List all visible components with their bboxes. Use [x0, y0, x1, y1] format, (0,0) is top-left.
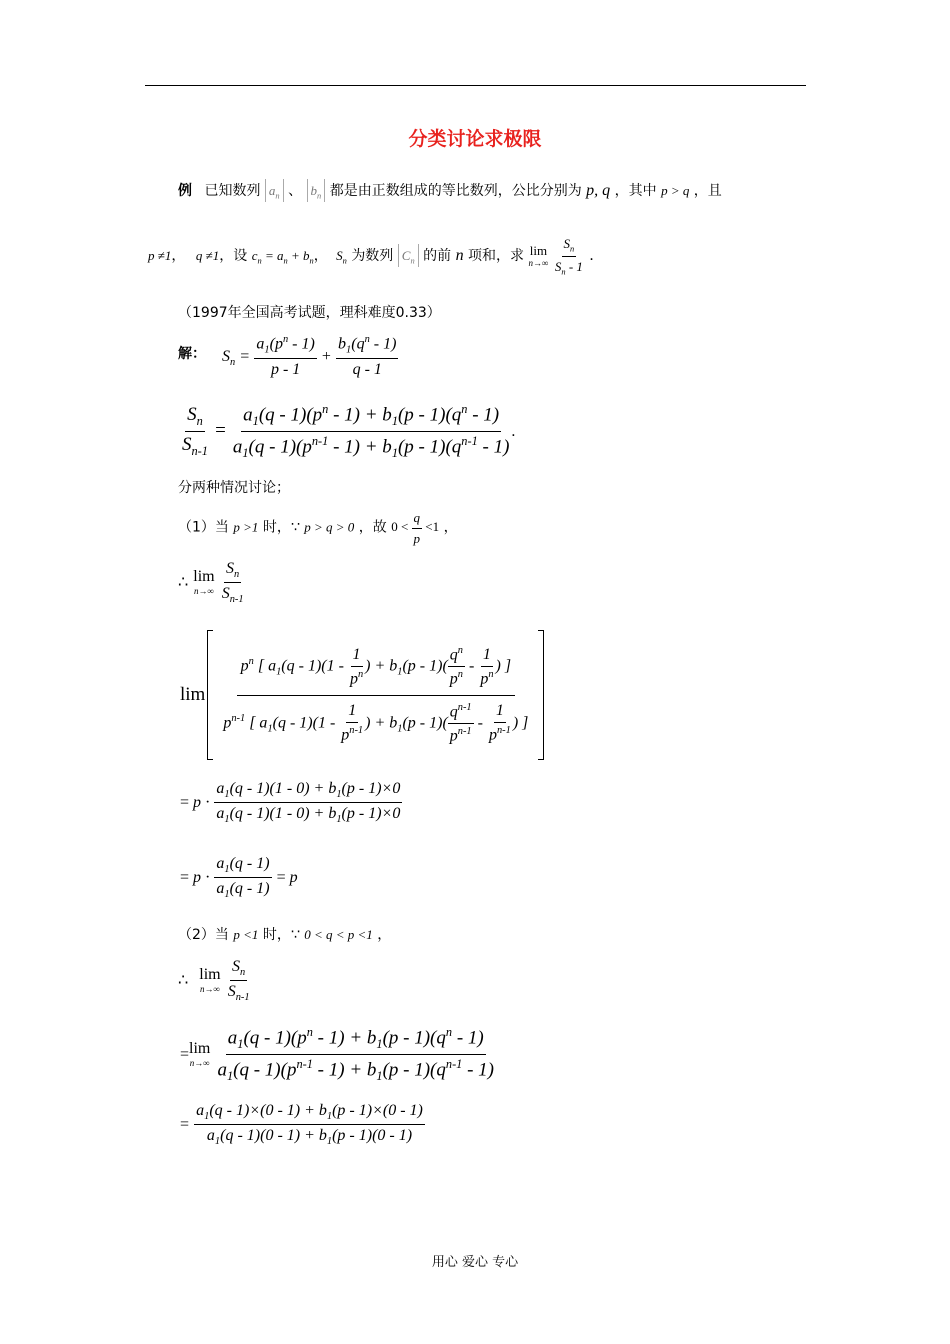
- case1-tail: ，故: [358, 519, 387, 536]
- sequence-a: $a_n$: [265, 179, 284, 202]
- example-text-6: ，设: [219, 248, 248, 265]
- var-n: n: [455, 247, 464, 265]
- case1-cond: p >1: [233, 519, 259, 535]
- example-label: 例: [178, 183, 192, 199]
- case1-line: [178, 510, 458, 547]
- case1-therefore: ∴ lim n→∞ $\frac{S_n}{S_{n-1}}$: [178, 560, 244, 606]
- sequence-b: $b_n$: [307, 179, 326, 202]
- example-text-8: 为数列: [351, 248, 394, 265]
- therefore-symbol-1: ∴: [178, 572, 189, 592]
- lim-symbol: lim n→∞: [528, 243, 549, 269]
- condition-p-ne-1: p ≠1: [148, 248, 172, 264]
- example-text-9: 的前: [423, 248, 452, 265]
- page-title: 分类讨论求极限: [408, 128, 542, 150]
- case2-step-1: =lim n→∞ $\frac{a_1(q - 1)(p^n - 1) + b_1(p - 1)(q^n - 1)}{a_1(q - 1)(p^{n-1} - 1) + b_1(p - 1)(q^{n-1} - 1)}$: [180, 1025, 495, 1084]
- case1-ineq: p > q > 0: [304, 519, 355, 535]
- example-line-1: [178, 180, 722, 201]
- case1-lead: （1）当: [178, 519, 229, 536]
- solution-label-row: [178, 343, 206, 363]
- formula-ratio: $\frac{S_n}{S_{n-1}}$ = $\frac{a_1(q - 1)(p^n - 1) + b_1(p - 1)(q^n - 1)}{a_1(q - 1)(p^{n-1} - 1) + b_1(p - 1)(q^{n-1} - 1)}$ .: [182, 402, 516, 461]
- case1-limit-expression: lim $p^n$ [ $a_1(q - 1)(1$ - $\frac{1}{p^n}$ ) + $b_1(p - 1)$( $\frac{q^n}{p^n}$ - $\frac{1}{p^n}$ ) ] $p^{n-1}$ [ $a_1(q - 1)(1$ - $\frac{1}{p^{n-1}}$ ) + $b_1(p - 1)$( $\frac{q^{n-1}}{p^{n-1}}$ - $\frac{1}{p^{n-1}}$ ) ]: [180, 630, 544, 760]
- example-text-11: ．: [589, 248, 604, 265]
- case1-step-3: = p · $\frac{a_1(q - 1)}{a_1(q - 1)}$ = p: [180, 855, 298, 901]
- case1-end: ，: [443, 519, 458, 536]
- case2-step-2: = $\frac{a_1(q - 1)\times(0 - 1) + b_1(p - 1)\times(0 - 1)}{a_1(q - 1)(0 - 1) + b_1(p - 1)(0 - 1)}$: [180, 1102, 423, 1148]
- example-text-2: 都是由正数组成的等比数列，公比分别为: [329, 183, 582, 199]
- solution-label: 解：: [178, 346, 206, 362]
- case2-ineq: 0 < q < p <1: [304, 927, 373, 942]
- example-text-7: ，: [313, 248, 328, 265]
- case1-bound: 0 < $\frac{q}{p}$ <1: [391, 510, 440, 546]
- discussion-text: 分两种情况讨论；: [178, 480, 290, 496]
- example-line-2: [148, 236, 603, 276]
- example-text-4: ，且: [693, 183, 722, 199]
- target-fraction: $\frac{S_n}{S_n - 1}$: [554, 236, 583, 277]
- example-text-10: 项和，求: [468, 248, 525, 265]
- therefore-symbol-2: ∴: [178, 970, 189, 990]
- condition-q-ne-1: q ≠1: [195, 248, 220, 264]
- sum-sn: $S_n$: [336, 248, 347, 266]
- case1-step-2: = p · $\frac{a_1(q - 1)(1 - 0) + b_1(p - 1)\times 0}{a_1(q - 1)(1 - 0) + b_1(p - 1)\times 0}$: [180, 780, 401, 826]
- sequence-c: $C_n$: [398, 244, 419, 267]
- case2-mid: 时，∵: [262, 927, 300, 943]
- case2-lead: （2）当: [178, 927, 229, 943]
- page-footer: 用心 爱心 专心: [431, 1255, 519, 1270]
- formula-sn: $S_n$ = $\frac{a_1(p^n - 1)}{p - 1}$ + $\frac{b_1(q^n - 1)}{q - 1}$: [222, 334, 397, 378]
- source-note: （1997年全国高考试题，理科难度0.33）: [178, 305, 441, 321]
- case2-therefore: ∴ lim n→∞ $\frac{S_n}{S_{n-1}}$: [178, 958, 250, 1004]
- example-text-1: 已知数列: [204, 183, 261, 199]
- case1-mid: 时，∵: [262, 519, 300, 536]
- case2-end: ，: [377, 927, 392, 943]
- def-cn: $c_n = a_n + b_n$: [251, 248, 314, 266]
- example-sep: 、: [288, 183, 303, 199]
- header-rule: [145, 85, 806, 86]
- case2-line: [178, 924, 391, 944]
- case2-cond: p <1: [233, 927, 259, 942]
- condition-p-gt-q: p > q: [661, 183, 690, 198]
- example-text-3: ，其中: [614, 183, 657, 199]
- example-text-5: ，: [171, 248, 186, 265]
- ratios-pq: p, q: [586, 182, 611, 199]
